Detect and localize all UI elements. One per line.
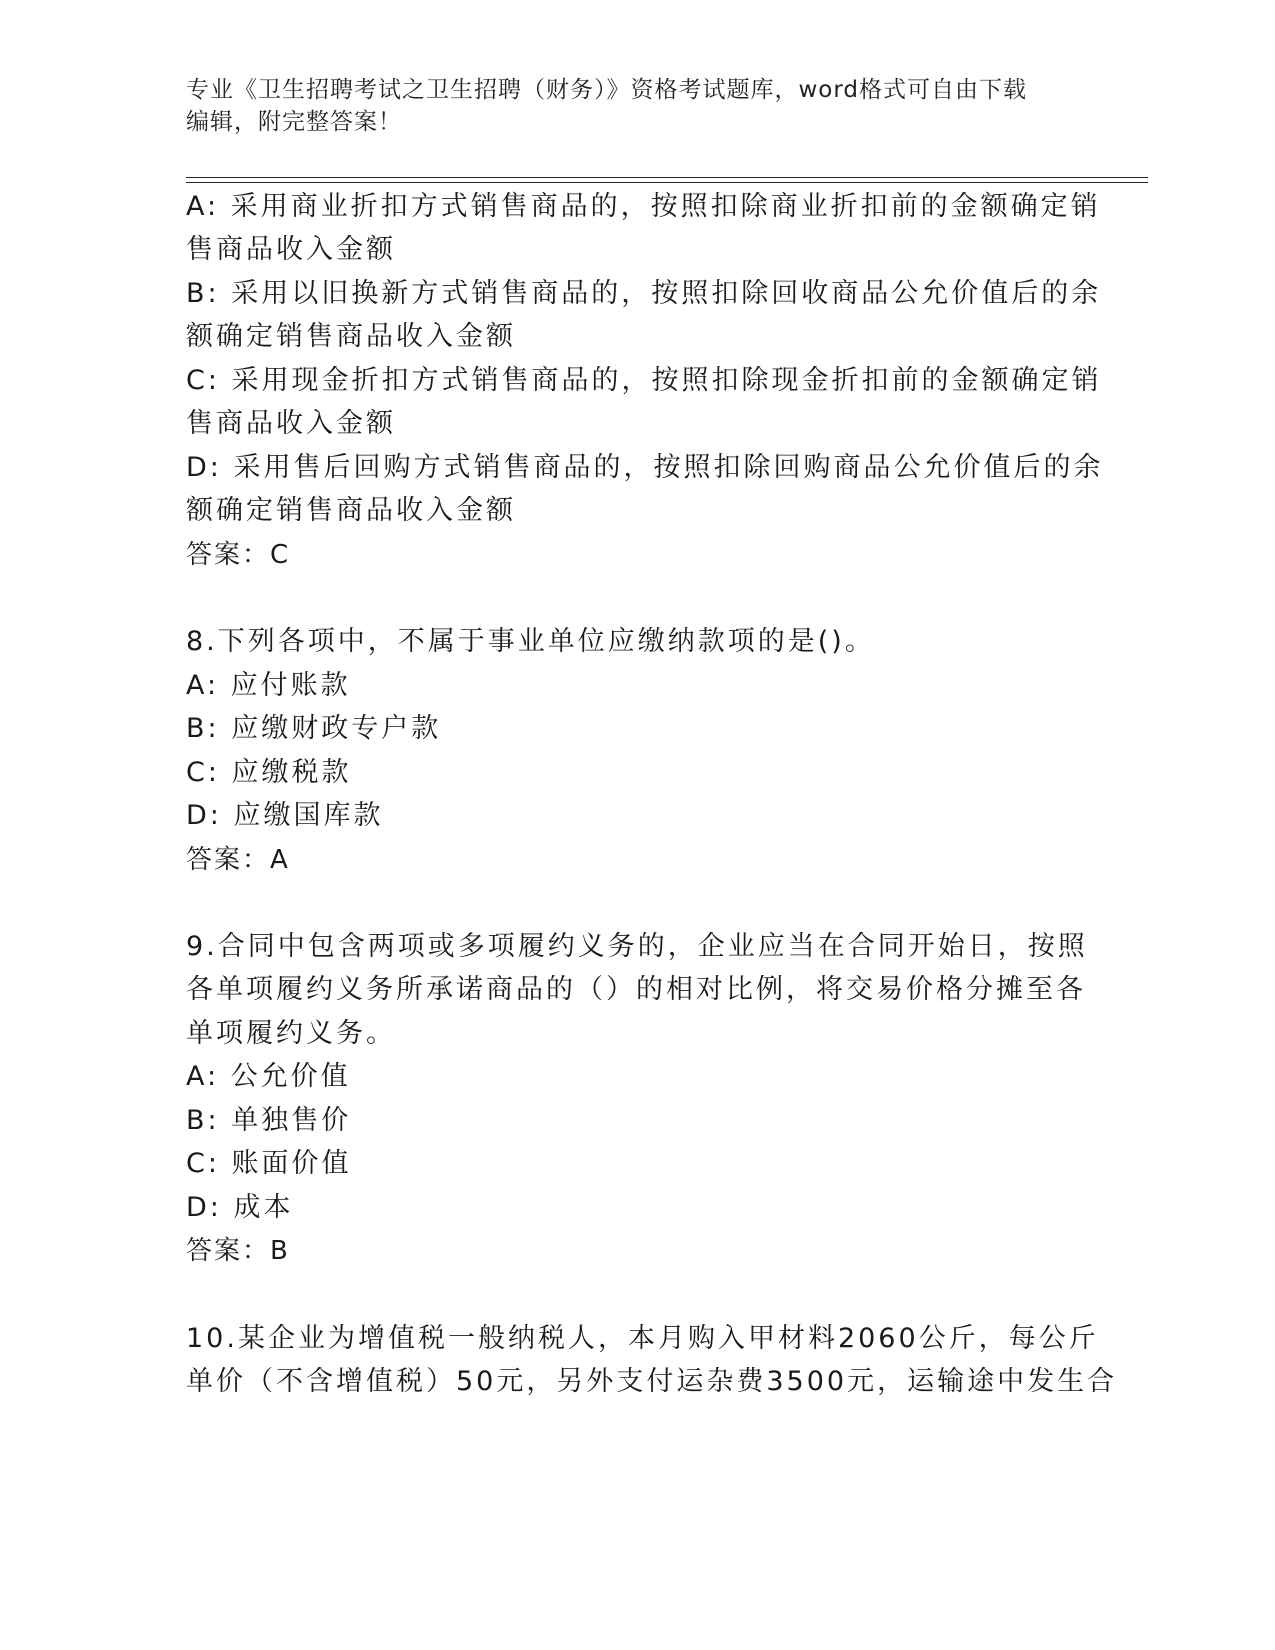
q8-question: 8.下列各项中，不属于事业单位应缴纳款项的是()。 [186, 626, 875, 657]
q7-option-c-line1: C: 采用现金折扣方式销售商品的，按照扣除现金折扣前的金额确定销 [186, 365, 1102, 396]
q7-option-b-line1: B: 采用以旧换新方式销售商品的，按照扣除回收商品公允价值后的余 [186, 278, 1102, 309]
header-divider-bottom [186, 182, 1148, 183]
q9-question-line3: 单项履约义务。 [186, 1018, 396, 1049]
q10-question-line2: 单价（不含增值税）50元，另外支付运杂费3500元，运输途中发生合 [186, 1366, 1118, 1397]
header-line-1: 专业《卫生招聘考试之卫生招聘（财务）》资格考试题库，word格式可自由下载 [186, 77, 1028, 103]
q8-answer: 答案：A [186, 845, 290, 875]
q8-option-d: D: 应缴国库款 [186, 800, 384, 831]
document-header [186, 74, 1066, 138]
q9-question-line1: 9.合同中包含两项或多项履约义务的，企业应当在合同开始日，按照 [186, 931, 1088, 962]
q8-option-b: B: 应缴财政专户款 [186, 713, 442, 744]
q7-option-a-line1: A: 采用商业折扣方式销售商品的，按照扣除商业折扣前的金额确定销 [186, 191, 1101, 222]
q9-option-c: C: 账面价值 [186, 1148, 352, 1179]
header-divider-top [186, 177, 1148, 178]
q7-option-b-line2: 额确定销售商品收入金额 [186, 321, 516, 352]
q10-question-line1: 10.某企业为增值税一般纳税人，本月购入甲材料2060公斤，每公斤 [186, 1323, 1099, 1354]
q7-option-c-line2: 售商品收入金额 [186, 408, 396, 439]
q7-answer: 答案：C [186, 540, 291, 570]
q9-option-a: A: 公允价值 [186, 1061, 351, 1092]
q9-question-line2: 各单项履约义务所承诺商品的（）的相对比例，将交易价格分摊至各 [186, 974, 1086, 1005]
q7-option-d-line1: D: 采用售后回购方式销售商品的，按照扣除回购商品公允价值后的余 [186, 452, 1104, 483]
q7-option-a-line2: 售商品收入金额 [186, 234, 396, 265]
q8-option-a: A: 应付账款 [186, 670, 351, 701]
q9-answer: 答案：B [186, 1236, 290, 1266]
q9-option-d: D: 成本 [186, 1192, 294, 1223]
q8-option-c: C: 应缴税款 [186, 757, 352, 788]
q7-option-d-line2: 额确定销售商品收入金额 [186, 495, 516, 526]
header-line-2: 编辑，附完整答案！ [186, 109, 402, 135]
q9-option-b: B: 单独售价 [186, 1105, 352, 1136]
